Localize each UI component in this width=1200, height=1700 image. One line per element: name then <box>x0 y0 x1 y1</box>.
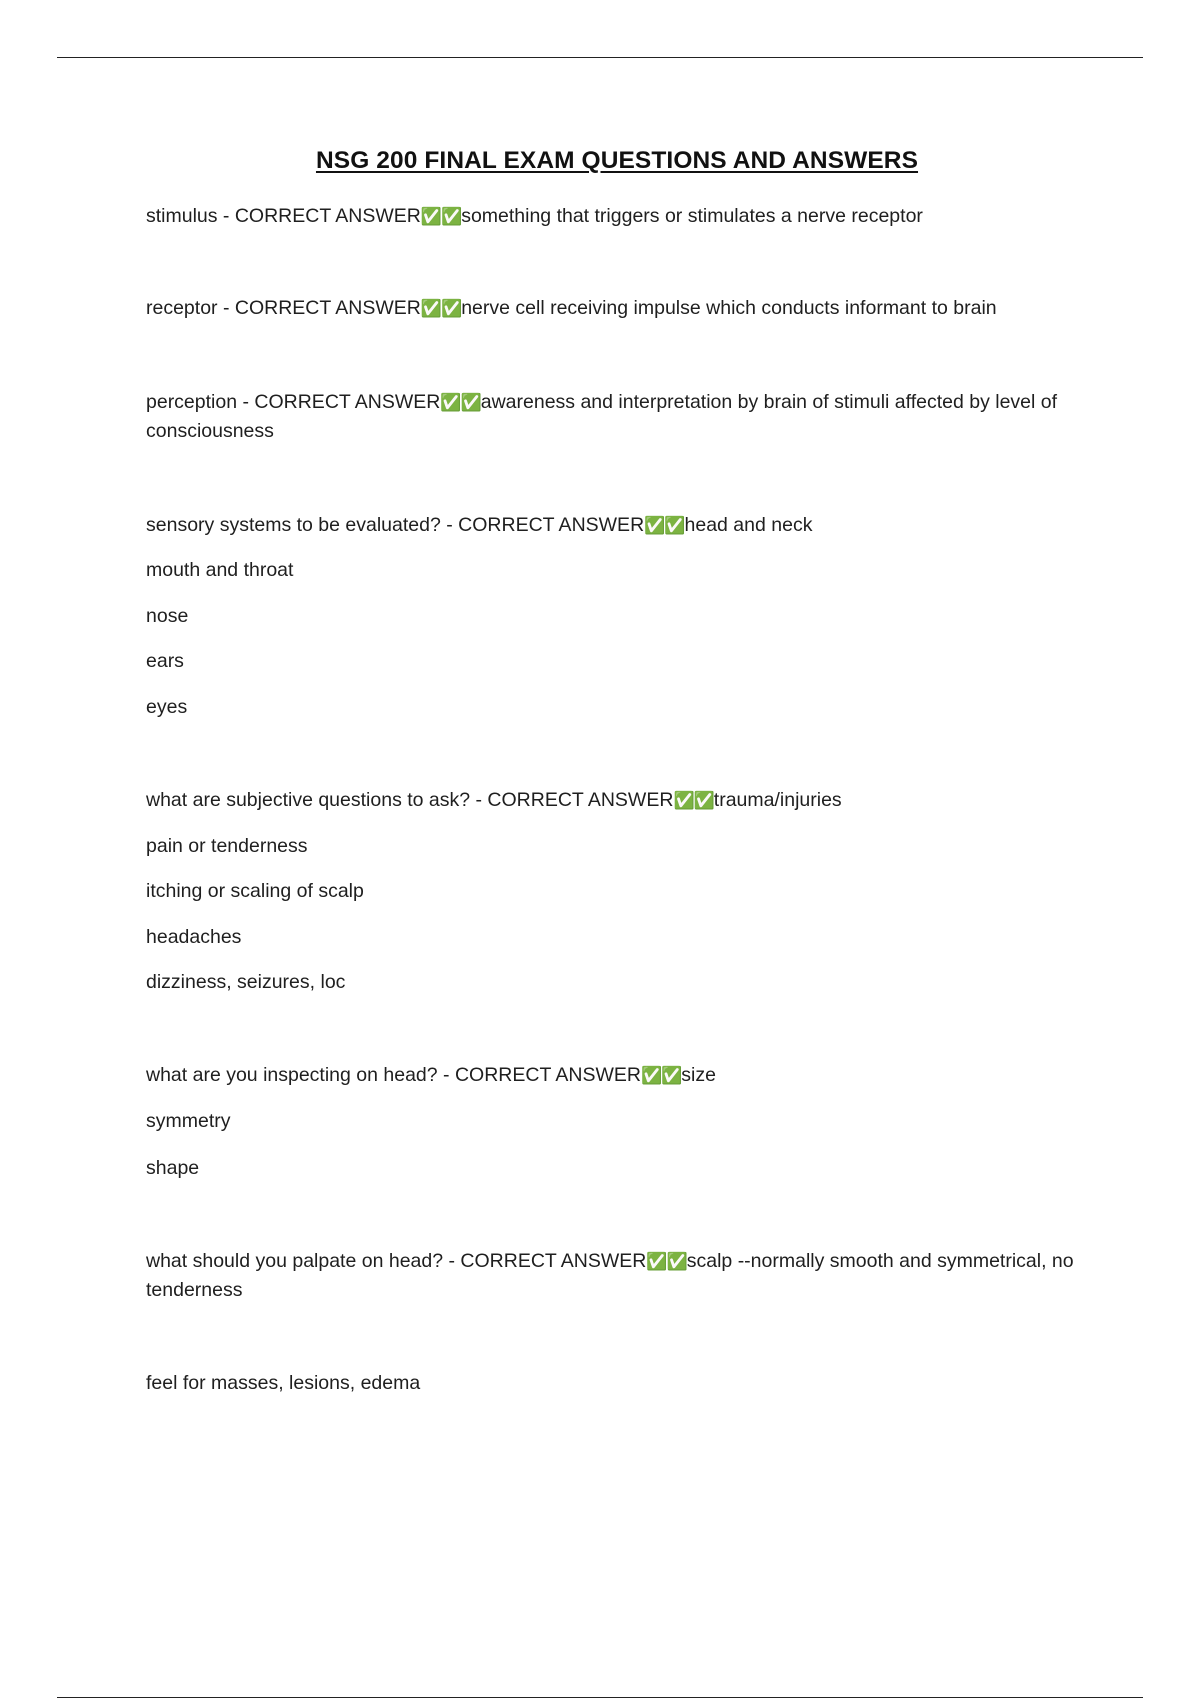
qa-item-receptor <box>146 294 997 323</box>
qa-item-palpate-head <box>146 1247 1096 1304</box>
header-rule <box>57 57 1143 58</box>
answer-text: head and neck <box>684 514 813 536</box>
qa-item-subjective-questions <box>146 786 842 815</box>
qa-item-perception <box>146 388 1096 445</box>
qa-item-inspecting-head <box>146 1061 716 1090</box>
answer-continuation: itching or scaling of scalp <box>146 880 364 902</box>
answer-continuation: pain or tenderness <box>146 835 308 857</box>
double-check-icon: ✅✅ <box>673 791 714 811</box>
answer-continuation: eyes <box>146 696 188 718</box>
answer-text: trauma/injuries <box>713 789 842 811</box>
qa-item-sensory-systems <box>146 511 812 540</box>
answer-continuation: ears <box>146 650 184 672</box>
answer-continuation: shape <box>146 1157 200 1179</box>
answer-continuation: feel for masses, lesions, edema <box>146 1372 421 1394</box>
page-title: NSG 200 FINAL EXAM QUESTIONS AND ANSWERS <box>315 147 919 174</box>
answer-continuation: symmetry <box>146 1110 231 1132</box>
question-text: stimulus - CORRECT ANSWER <box>146 205 421 227</box>
double-check-icon: ✅✅ <box>440 393 481 413</box>
answer-continuation: headaches <box>146 926 242 948</box>
answer-text: awareness and interpretation by brain of stimuli affected by level of consciousness <box>146 391 1058 442</box>
answer-text: size <box>681 1064 716 1086</box>
double-check-icon: ✅✅ <box>420 299 462 319</box>
answer-text: nerve cell receiving impulse which conducts informant to brain <box>461 297 997 319</box>
double-check-icon: ✅✅ <box>420 207 462 227</box>
double-check-icon: ✅✅ <box>644 516 685 536</box>
question-text: receptor - CORRECT ANSWER <box>146 297 421 319</box>
answer-text: something that triggers or stimulates a nerve receptor <box>461 205 923 227</box>
double-check-icon: ✅✅ <box>640 1066 682 1086</box>
answer-text: scalp --normally smooth and symmetrical, no tenderness <box>146 1250 1074 1301</box>
answer-continuation: nose <box>146 605 189 627</box>
question-text: perception - CORRECT ANSWER <box>146 391 441 413</box>
answer-continuation: mouth and throat <box>146 559 294 581</box>
question-text: what should you palpate on head? - CORRECT ANSWER <box>146 1250 647 1272</box>
answer-continuation: dizziness, seizures, loc <box>146 971 346 993</box>
question-text: what are subjective questions to ask? - CORRECT ANSWER <box>146 789 674 811</box>
question-text: what are you inspecting on head? - CORRECT ANSWER <box>146 1064 641 1086</box>
double-check-icon: ✅✅ <box>646 1252 687 1272</box>
question-text: sensory systems to be evaluated? - CORRECT ANSWER <box>146 514 645 536</box>
qa-item-stimulus <box>146 202 923 231</box>
footer-rule <box>57 1697 1143 1698</box>
